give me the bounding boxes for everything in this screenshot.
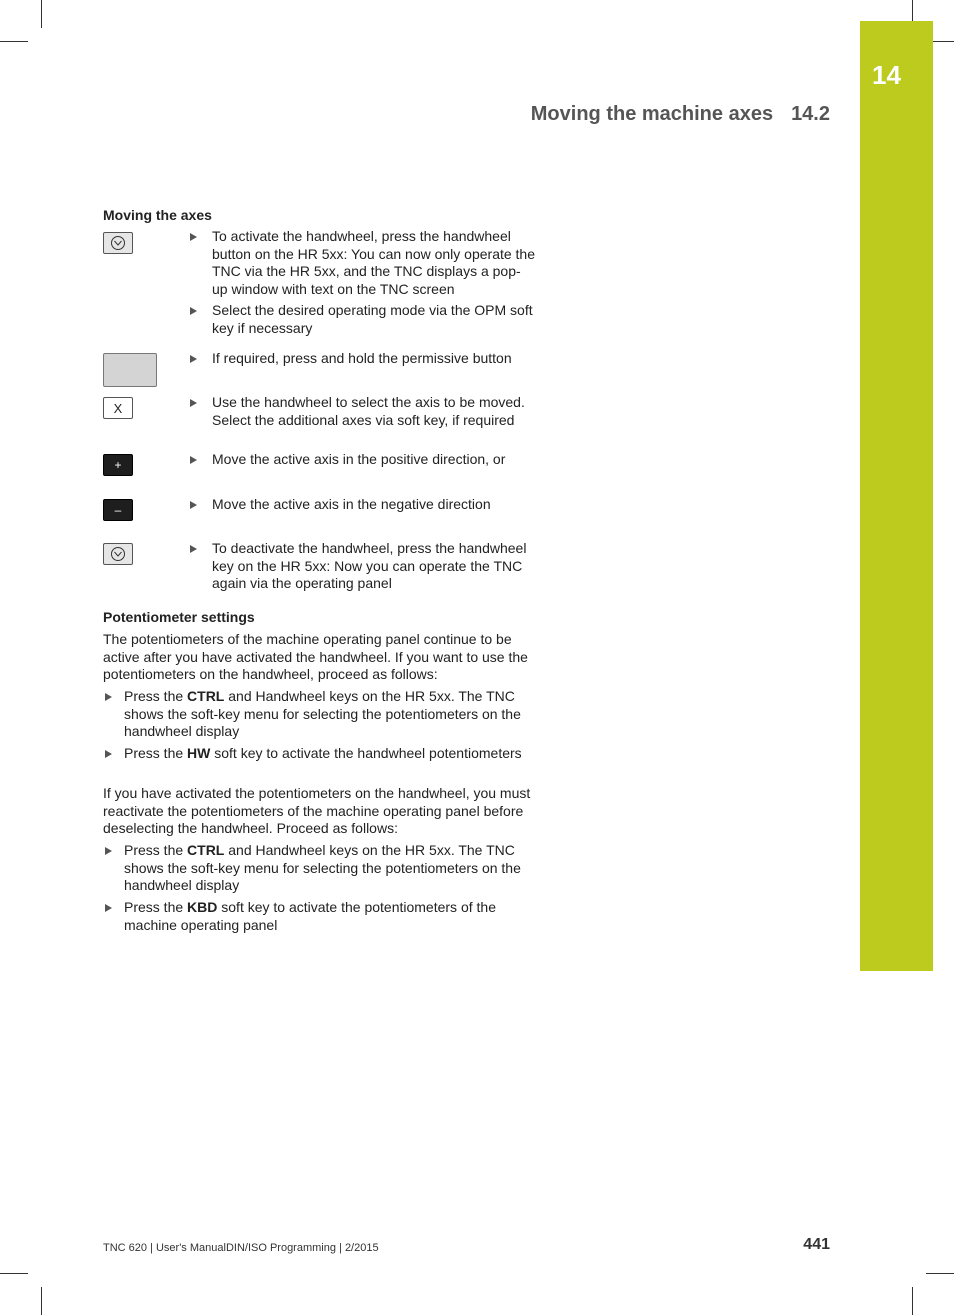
step-item: To deactivate the handwheel, press the handwheel key on the HR 5xx: Now you can operate the TNC again via the operating panel: [190, 540, 535, 593]
handwheel-key-icon: [103, 232, 133, 254]
arrow-icon: [105, 904, 112, 912]
chapter-number: 14: [872, 60, 901, 90]
header-title: Moving the machine axes: [530, 103, 774, 125]
crop-mark: [41, 1287, 42, 1315]
arrow-icon: [190, 355, 197, 363]
crop-mark: [0, 41, 28, 42]
arrow-icon: [190, 307, 197, 315]
arrow-icon: [105, 750, 112, 758]
step-item: Move the active axis in the negative direction: [190, 496, 535, 514]
list-item: Press the HW soft key to activate the handwheel potentiometers: [103, 745, 533, 763]
paragraph: If you have activated the potentiometers on the handwheel, you must reactivate the potentiometers of the machine operating panel before deselecting the handwheel. Proceed as follows:: [103, 785, 531, 836]
footer-text: TNC 620 | User's ManualDIN/ISO Programming | 2/2015: [103, 1242, 379, 1254]
arrow-icon: [190, 233, 197, 241]
arrow-icon: [105, 847, 112, 855]
minus-key: –: [103, 499, 133, 521]
crop-mark: [912, 1287, 913, 1315]
step-item: Use the handwheel to select the axis to be moved. Select the additional axes via soft key, if required: [190, 394, 535, 429]
arrow-icon: [190, 545, 197, 553]
step-item: Select the desired operating mode via the OPM soft key if necessary: [190, 302, 535, 337]
step-item: If required, press and hold the permissive button: [190, 350, 535, 368]
crop-mark: [0, 1273, 28, 1274]
section-heading-potentiometer: Potentiometer settings: [103, 609, 255, 625]
arrow-icon: [190, 456, 197, 464]
permissive-button-key: [103, 353, 157, 387]
list-item: Press the KBD soft key to activate the potentiometers of the machine operating panel: [103, 899, 533, 934]
page-header: [531, 103, 830, 126]
chapter-tab: [860, 21, 933, 971]
step-item: Move the active axis in the positive direction, or: [190, 451, 535, 469]
handwheel-key-icon: [103, 543, 133, 565]
intro-paragraph: The potentiometers of the machine operating panel continue to be active after you have activated the handwheel. If you want to use the potentiometers on the handwheel, proceed as follows:: [103, 631, 528, 682]
crop-mark: [926, 1273, 954, 1274]
section-heading-moving-axes: Moving the axes: [103, 207, 212, 223]
arrow-icon: [190, 399, 197, 407]
list-item: Press the CTRL and Handwheel keys on the HR 5xx. The TNC shows the soft-key menu for selecting the potentiometers on the handwheel display: [103, 688, 533, 741]
arrow-icon: [190, 501, 197, 509]
arrow-icon: [105, 693, 112, 701]
plus-key: +: [103, 454, 133, 476]
header-section: 14.2: [791, 103, 830, 125]
step-item: To activate the handwheel, press the handwheel button on the HR 5xx: You can now only operate the TNC via the HR 5xx, and the TNC displays a pop-up window with text on the TNC screen: [190, 228, 535, 298]
page-number: 441: [803, 1236, 830, 1253]
axis-x-key: X: [103, 397, 133, 419]
list-item: Press the CTRL and Handwheel keys on the HR 5xx. The TNC shows the soft-key menu for selecting the potentiometers on the handwheel display: [103, 842, 533, 895]
crop-mark: [41, 0, 42, 28]
